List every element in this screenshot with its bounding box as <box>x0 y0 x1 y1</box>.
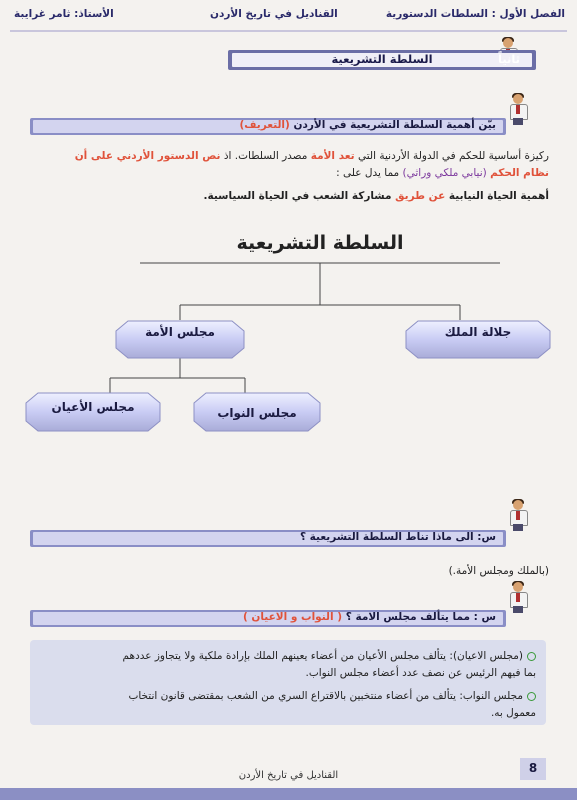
question-text: س: الى ماذا تناط السلطة التشريعية ؟ <box>299 531 496 543</box>
nation-council-label: مجلس الأمة <box>145 325 215 339</box>
answer-authority: (بالملك ومجلس الأمة.) <box>448 565 549 577</box>
question-tag: (التعريف) <box>239 119 290 131</box>
answer-deputies-line-2: معمول به. <box>490 707 536 719</box>
footer-title: القناديل في تاريخ الأردن <box>238 770 339 781</box>
bullet-icon <box>527 692 536 701</box>
teacher-figure-icon <box>510 94 526 125</box>
question-bar-composition <box>30 610 506 627</box>
answer-senate-line-2: بما فيهم الرئيس عن نصف عدد أعضاء مجلس النواب. <box>305 667 536 679</box>
bullet-icon <box>527 652 536 661</box>
page-header <box>0 0 577 30</box>
teacher-figure-icon <box>510 500 526 531</box>
intro-line-2: نظام الحكم (نيابي ملكي وراثي) مما يدل على : <box>336 167 549 179</box>
section-title: السلطة التشريعية <box>331 52 433 66</box>
intro-line-1: ركيزة أساسية للحكم في الدولة الأردنية التي تعد الأمة مصدر السلطات. اذ نص الدستور الأردني على أن <box>74 150 549 162</box>
book-title: القناديل في تاريخ الأردن <box>210 8 338 20</box>
question-text: س : مما يتألف مجلس الامة ؟ <box>345 611 496 623</box>
page-number: 8 <box>528 761 538 775</box>
answer-deputies-line-1: مجلس النواب: يتألف من أعضاء منتخبين بالاقتراع السري من الشعب بمقتضى قانون انتخاب <box>128 688 536 704</box>
answer-senate-line-1: (مجلس الاعيان): يتألف مجلس الأعيان من أعضاء يعينهم الملك بإرادة ملكية ولا يتجاوز عددهم <box>123 648 536 664</box>
composition-answer-box <box>30 640 546 725</box>
page-number-box <box>520 758 546 780</box>
teacher-figure-icon <box>510 582 526 613</box>
teacher-name: الأستاذ: ثامر غرايبة <box>14 8 114 20</box>
diagram-title: السلطة التشريعية <box>236 232 404 254</box>
question-bar-authority <box>30 530 506 547</box>
footer-bar <box>0 788 577 800</box>
chapter-title: الفصل الأول : السلطات الدستورية <box>385 8 565 20</box>
intro-line-3: أهمية الحياة النيابية عن طريق مشاركة الشعب في الحياة السياسية. <box>203 190 549 202</box>
king-label: جلالة الملك <box>444 325 512 339</box>
senate-label: مجلس الأعيان <box>51 400 135 414</box>
question-text: بيّن أهمية السلطة التشريعية في الأردن <box>293 119 496 131</box>
question-tag: ( النواب و الاعيان ) <box>242 611 343 623</box>
question-bar-importance <box>30 118 506 135</box>
section-number: ثانياً <box>498 52 520 66</box>
deputies-label: مجلس النواب <box>217 406 297 420</box>
section-heading <box>228 50 536 70</box>
header-divider <box>10 30 567 32</box>
